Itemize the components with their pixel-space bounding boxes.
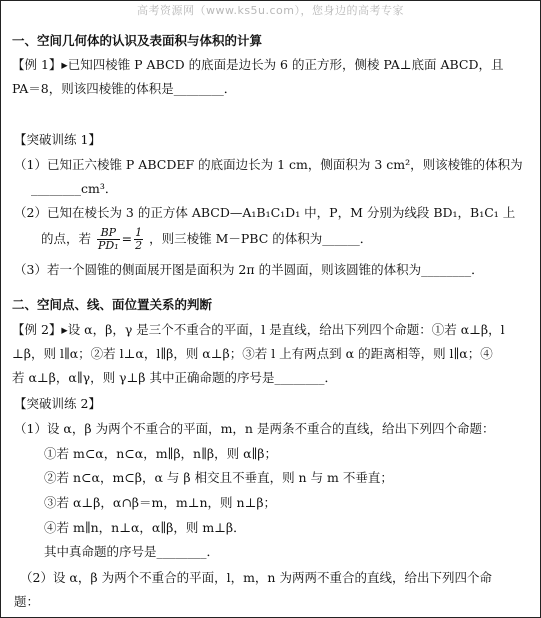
example2-line3: 若 α⊥β，α∥γ，则 γ⊥β 其中正确命题的序号是________． bbox=[12, 370, 337, 385]
drill2-q1-line: （1）设 α，β 为两个不重合的平面，m，n 是两条不重合的直线，给出下列四个命题： bbox=[14, 421, 495, 436]
proposition-1: ①若 m⊂α，n⊂α，m∥β，n∥β，则 α∥β； bbox=[44, 446, 278, 461]
drill1-title: 【突破训练 1】 bbox=[14, 132, 101, 147]
drill1-q2-line1: （2）已知在棱长为 3 的正方体 ABCD—A₁B₁C₁D₁ 中，P，M 分别为线段 BD₁，B₁C₁ 上 bbox=[14, 205, 516, 220]
drill2-title: 【突破训练 2】 bbox=[14, 396, 101, 411]
ratio-denominator: PD₁ bbox=[98, 239, 119, 252]
example1-line2: PA＝8，则该四棱锥的体积是________． bbox=[12, 81, 237, 96]
proposition-4: ④若 m∥n，n⊥α，α∥β，则 m⊥β． bbox=[44, 520, 246, 535]
drill2-q2-line2: 题： bbox=[14, 594, 40, 609]
drill2-q2-line1: （2）设 α，β 为两个不重合的平面，l，m，n 为两两不重合的直线，给出下列四个命 bbox=[20, 570, 492, 585]
example2-line1: 【例 2】▸设 α，β，γ 是三个不重合的平面，l 是直线，给出下列四个命题：①若 α⊥β，l bbox=[12, 322, 505, 337]
ratio-fraction bbox=[97, 227, 120, 252]
watermark: 高考资源网（www.ks5u.com），您身边的高考专家 bbox=[136, 4, 405, 17]
drill1-q3-line: （3）若一个圆锥的侧面展开图是面积为 2π 的半圆面，则该圆锥的体积为________． bbox=[14, 262, 484, 277]
section1-title: 一、空间几何体的认识及表面积与体积的计算 bbox=[12, 33, 263, 48]
example2-line2: ⊥β，则 l∥α；②若 l⊥α，l∥β，则 α⊥β；③若 l 上有两点到 α 的距离相等，则 l∥α；④ bbox=[12, 346, 493, 361]
q2-line2-suffix: ，则三棱锥 M－PBC 的体积为______． bbox=[149, 231, 373, 246]
half-fraction bbox=[134, 227, 143, 252]
true-propositions-line: 其中真命题的序号是________． bbox=[44, 544, 220, 559]
proposition-2: ②若 n⊂α，m⊂β，α 与 β 相交且不垂直，则 n 与 m 不垂直； bbox=[44, 470, 393, 485]
ratio-numerator: BP bbox=[97, 227, 120, 240]
section2-title: 二、空间点、线、面位置关系的判断 bbox=[12, 297, 213, 312]
example1-line1: 【例 1】▸已知四棱锥 P ABCD 的底面是边长为 6 的正方形，侧棱 PA⊥底面 ABCD，且 bbox=[12, 57, 504, 72]
equals-sign: = bbox=[121, 231, 133, 246]
q2-line2-prefix: 的点，若 bbox=[41, 231, 92, 246]
drill1-q2-line2 bbox=[41, 226, 372, 252]
drill1-q1-line1: （1）已知正六棱锥 P ABCDEF 的底面边长为 1 cm，侧面积为 3 cm²，则该棱锥的体积为 bbox=[14, 157, 523, 172]
half-denominator: 2 bbox=[135, 239, 143, 252]
proposition-3: ③若 α⊥β，α∩β＝m，m⊥n，则 n⊥β； bbox=[44, 495, 277, 510]
half-numerator: 1 bbox=[135, 226, 143, 239]
drill1-q1-line2: ________cm³． bbox=[31, 181, 118, 196]
